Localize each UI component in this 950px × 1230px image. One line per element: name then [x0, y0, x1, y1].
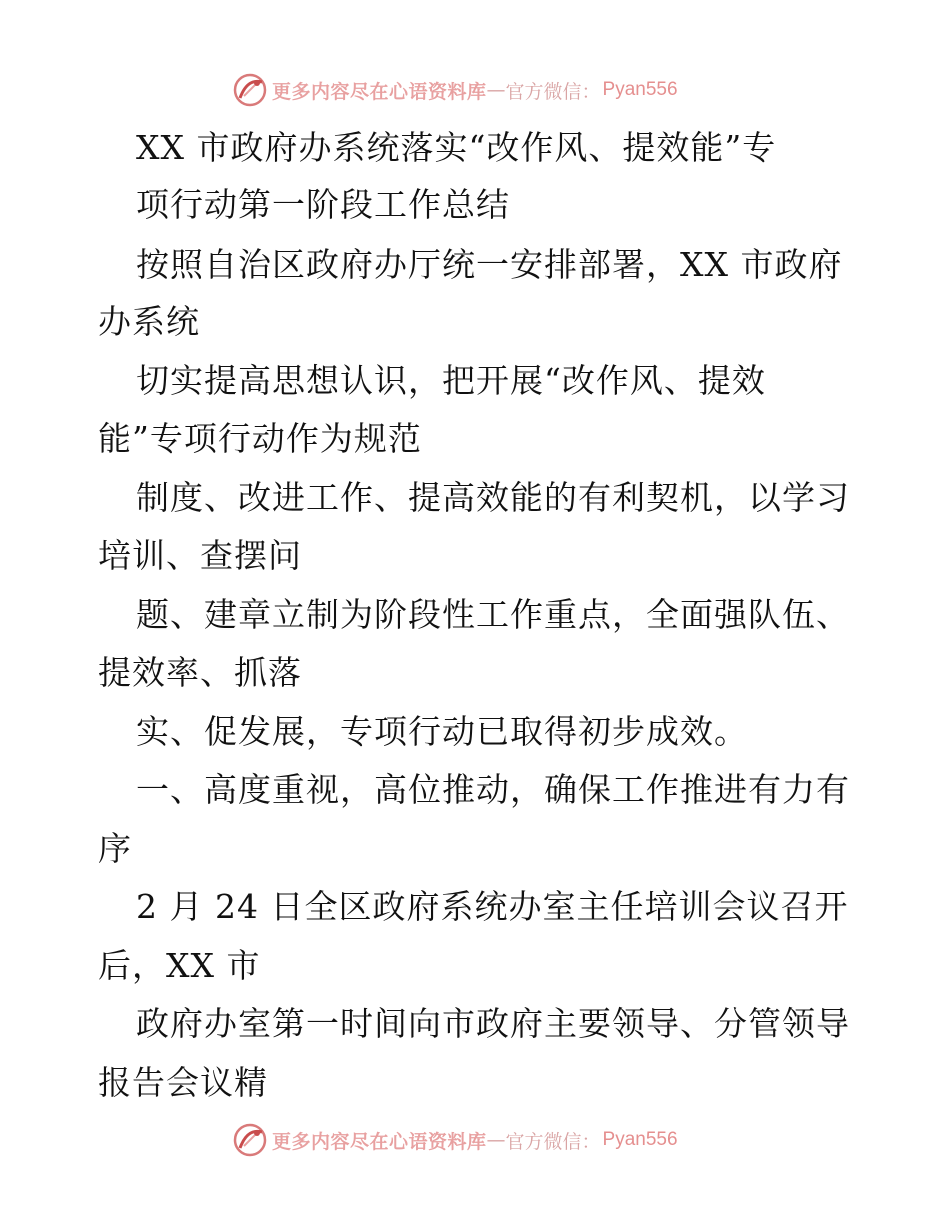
paragraph-line: 后，XX 市 [98, 946, 261, 985]
paragraph-line: 提效率、抓落 [98, 653, 302, 692]
paragraph-line: 报告会议精 [98, 1063, 268, 1102]
red-seal-logo-icon [232, 1122, 268, 1158]
paragraph-line: 办系统 [98, 302, 200, 341]
paragraph-line: 政府办室第一时间向市政府主要领导、分管领导 [136, 1004, 850, 1043]
banner-wechat-id: Pyan556 [602, 79, 678, 100]
title-line-2: 项行动第一阶段工作总结 [136, 185, 510, 224]
paragraph-line: 切实提高思想认识，把开展“改作风、提效 [136, 361, 766, 400]
banner-official-label: 官方微信： [505, 80, 601, 103]
banner-separator: — [486, 1129, 506, 1151]
paragraph-line: 制度、改进工作、提高效能的有利契机，以学习 [136, 478, 850, 517]
footer-watermark-banner [232, 1120, 678, 1160]
paragraph-line: 实、促发展，专项行动已取得初步成效。 [136, 712, 748, 751]
paragraph-line: 培训、查摆问 [98, 536, 302, 575]
banner-slogan: 更多内容尽在心语资料库 [272, 1130, 487, 1153]
section-heading-line: 一、高度重视，高位推动，确保工作推进有力有 [136, 770, 850, 809]
banner-separator: — [486, 79, 506, 101]
paragraph-line: 按照自治区政府办厅统一安排部署，XX 市政府 [136, 245, 843, 284]
banner-slogan: 更多内容尽在心语资料库 [272, 80, 487, 103]
paragraph-line: 能”专项行动作为规范 [98, 419, 422, 458]
title-line-1: XX 市政府办系统落实“改作风、提效能”专 [136, 128, 777, 167]
banner-official-label: 官方微信： [505, 1130, 601, 1153]
red-seal-logo-icon [232, 72, 268, 108]
paragraph-line: 题、建章立制为阶段性工作重点，全面强队伍、 [136, 595, 850, 634]
paragraph-line: 2 月 24 日全区政府系统办室主任培训会议召开 [136, 887, 849, 926]
banner-wechat-id: Pyan556 [602, 1129, 678, 1150]
header-watermark-banner [232, 70, 678, 110]
section-heading-line: 序 [98, 829, 132, 868]
